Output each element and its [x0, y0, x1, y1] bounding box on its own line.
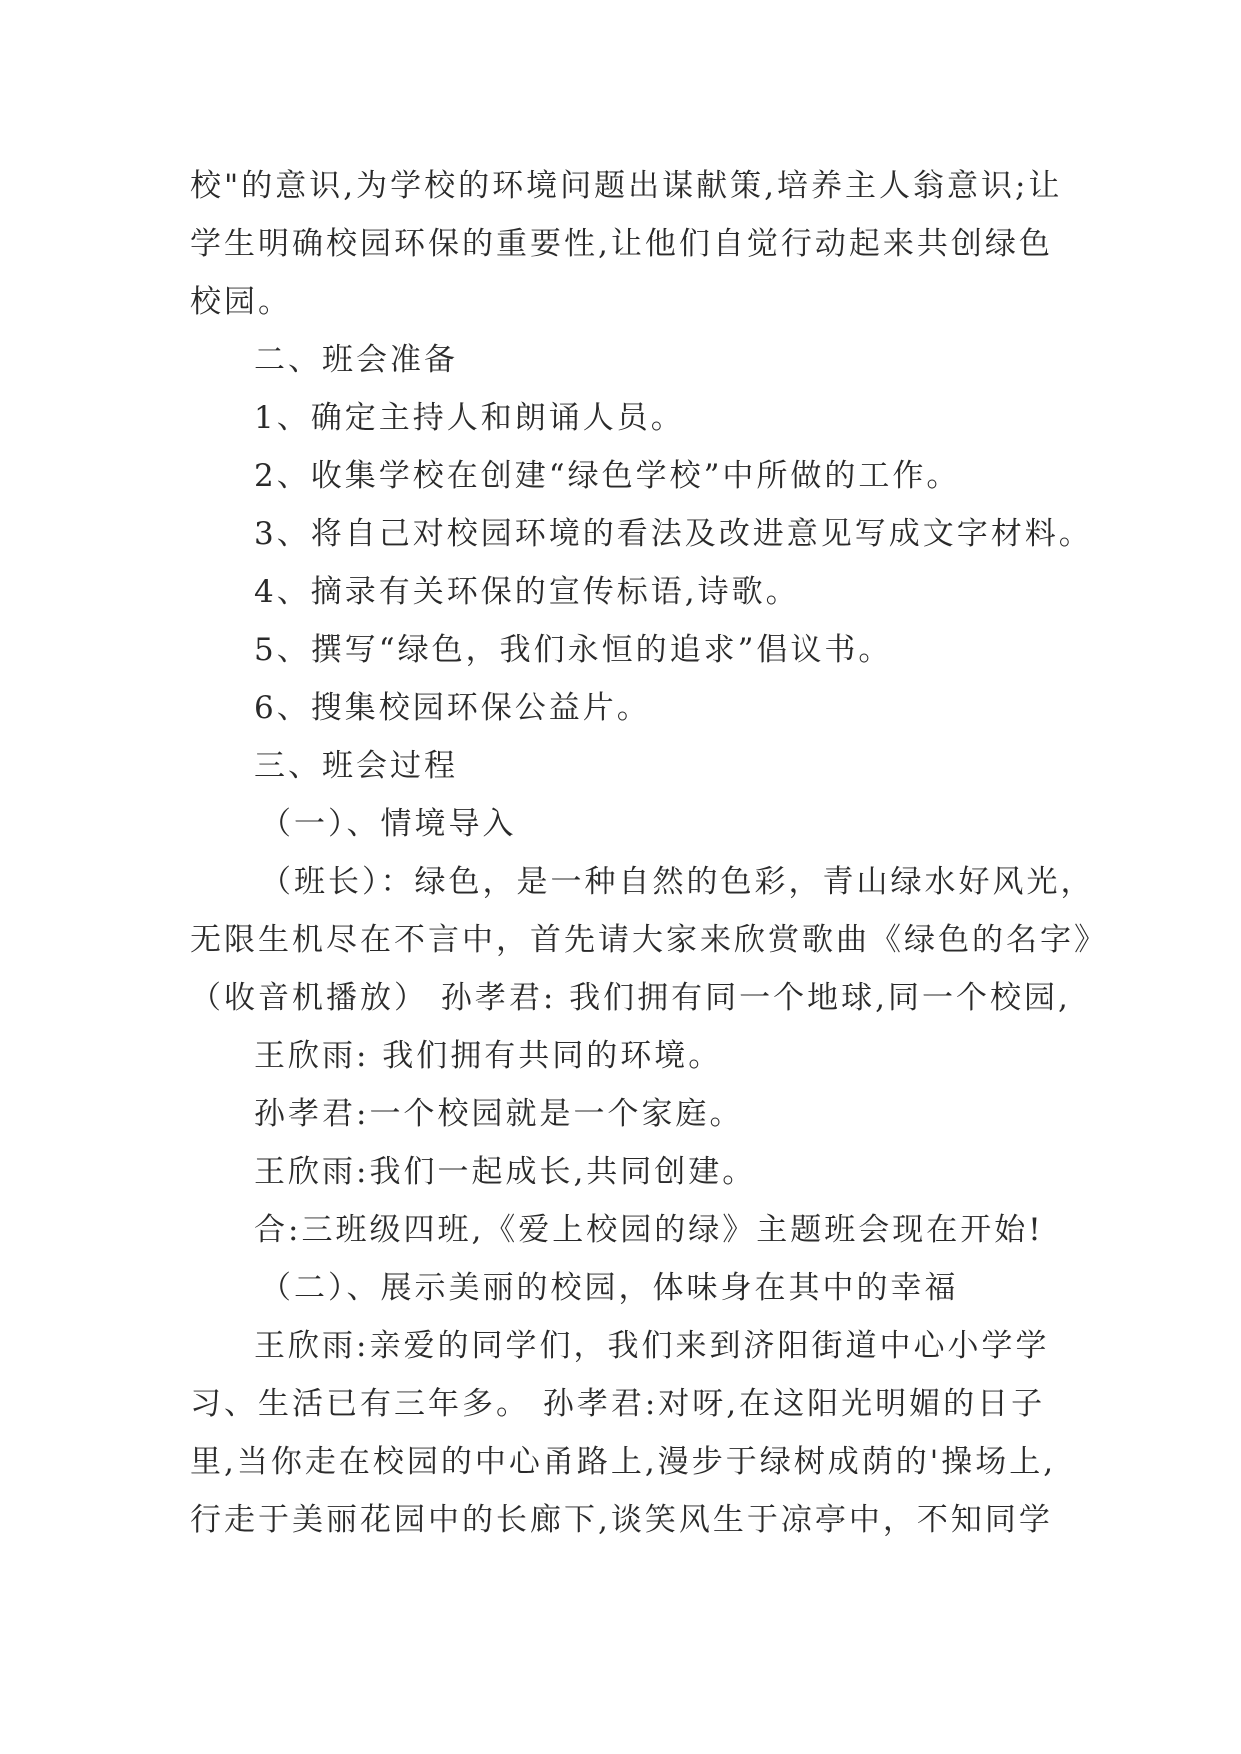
list-item: 3、将自己对校园环境的看法及改进意见写成文字材料。	[254, 516, 1093, 552]
paragraph-line: （收音机播放） 孙孝君: 我们拥有同一个地球,同一个校园,	[190, 980, 1071, 1016]
section-heading: 二、班会准备	[254, 342, 458, 378]
list-item: 5、撰写“绿色，我们永恒的追求”倡议书。	[254, 632, 893, 668]
subsection-heading: （一）、情境导入	[260, 806, 517, 842]
paragraph-line: 无限生机尽在不言中，首先请大家来欣赏歌曲《绿色的名字》	[190, 922, 1108, 958]
document-body	[190, 157, 1108, 1549]
paragraph-line: 行走于美丽花园中的长廊下,谈笑风生于凉亭中，不知同学	[190, 1502, 1053, 1538]
dialogue-line: 王欣雨:亲爱的同学们，我们来到济阳街道中心小学学	[254, 1328, 1050, 1364]
list-item: 2、收集学校在创建“绿色学校”中所做的工作。	[254, 458, 961, 494]
dialogue-line: 王欣雨:我们一起成长,共同创建。	[254, 1154, 757, 1190]
list-item: 6、搜集校园环保公益片。	[254, 690, 651, 726]
section-heading: 三、班会过程	[254, 748, 458, 784]
paragraph-line: 学生明确校园环保的重要性,让他们自觉行动起来共创绿色	[190, 226, 1053, 262]
paragraph-line: （班长）：绿色，是一种自然的色彩，青山绿水好风光，	[260, 864, 1095, 900]
dialogue-line: 孙孝君:一个校园就是一个家庭。	[254, 1096, 744, 1132]
dialogue-line: 合:三班级四班,《爱上校园的绿》主题班会现在开始!	[254, 1212, 1044, 1248]
paragraph-line: 习、生活已有三年多。 孙孝君:对呀,在这阳光明媚的日子	[190, 1386, 1046, 1422]
list-item: 4、摘录有关环保的宣传标语,诗歌。	[254, 574, 800, 610]
subsection-heading: （二）、展示美丽的校园，体味身在其中的幸福	[260, 1270, 959, 1306]
dialogue-line: 王欣雨: 我们拥有共同的环境。	[254, 1038, 723, 1074]
paragraph-line: 校园。	[190, 284, 292, 320]
list-item: 1、确定主持人和朗诵人员。	[254, 400, 685, 436]
paragraph-line: 里,当你走在校园的中心甬路上,漫步于绿树成荫的'操场上,	[190, 1444, 1057, 1480]
paragraph-line: 校"的意识,为学校的环境问题出谋献策,培养主人翁意识;让	[190, 168, 1063, 204]
